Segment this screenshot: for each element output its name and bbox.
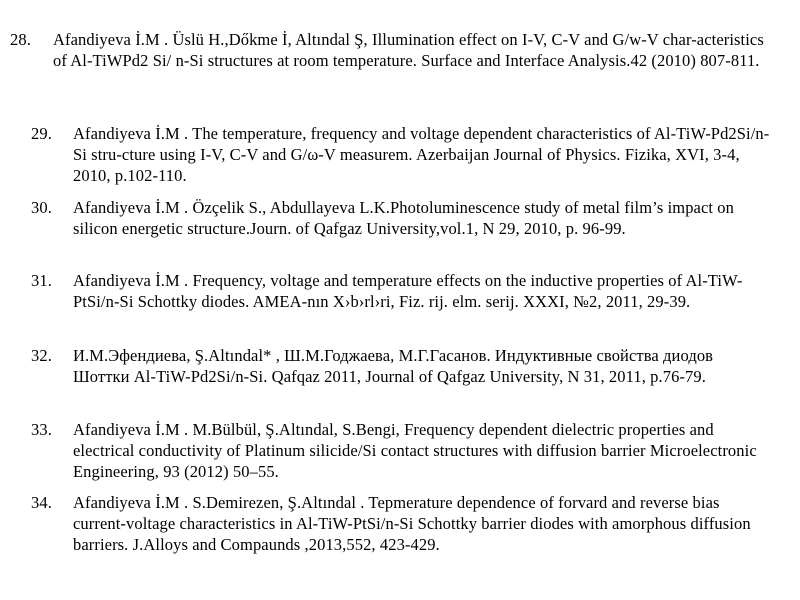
reference-number: 34.: [31, 493, 52, 512]
reference-text: Afandiyeva İ.M . Üslü H.,Dőkme İ, Altındal Ş, Illumination effect on I-V, C-V and G/w-V char-acteristics of Al-TiWPd2 Si/ n-Si structures at room temperature. Surface and Interface Analysis.42 (2010) 807-811.: [53, 30, 764, 70]
reference-number: 32.: [31, 346, 52, 365]
reference-text: Afandiyeva İ.M . Özçelik S., Abdullayeva L.K.Photoluminescence study of metal film’s impact on silicon energetic structure.Journ. of Qafgaz University,vol.1, N 29, 2010, p. 96-99.: [73, 198, 735, 238]
reference-number: 33.: [31, 420, 52, 439]
reference-text: Afandiyeva İ.M . S.Demirezen, Ş.Altındal . Tepmerature dependence of forvard and reverse bias current-voltage characteristics in Al-TiW-PtSi/n-Si Schottky barrier diodes with amorphous diffusion barriers. J.Alloys and Compaunds ,2013,552, 423-429.: [73, 493, 751, 554]
reference-number: 28.: [10, 30, 31, 49]
reference-text: Afandiyeva İ.M . M.Bülbül, Ş.Altındal, S.Bengi, Frequency dependent dielectric properties and electrical conductivity of Platinum silicide/Si contact structures with diffusion barrier Microelectronic Engineering, 93 (2012) 50–55.: [73, 420, 757, 481]
reference-text: И.М.Эфендиева, Ş.Altındal* , Ш.М.Годжаева, М.Г.Гасанов. Индуктивные свойства диодов Шоттки Al-TiW-Pd2Si/n-Si. Qafqaz 2011, Journal of Qafgaz University, N 31, 2011, p.76-79.: [73, 346, 714, 386]
reference-text: Afandiyeva İ.M . Frequency, voltage and temperature effects on the inductive properties of Al-TiW-PtSi/n-Si Schottky diodes. AMEA-nın Х›b›rl›ri, Fiz. riј. elm. seriј. XXXI, №2, 2011, 29-39.: [73, 271, 743, 311]
reference-text: Afandiyeva İ.M . The temperature, frequency and voltage dependent characteristics of Al-TiW-Pd2Si/n-Si stru-cture using I-V, C-V and G/ω-V measurem. Azerbaijan Journal of Physics. Fizika, XVI, 3-4, 2010, p.102-110.: [73, 124, 770, 185]
reference-number: 31.: [31, 271, 52, 290]
reference-number: 29.: [31, 124, 52, 143]
reference-number: 30.: [31, 198, 52, 217]
